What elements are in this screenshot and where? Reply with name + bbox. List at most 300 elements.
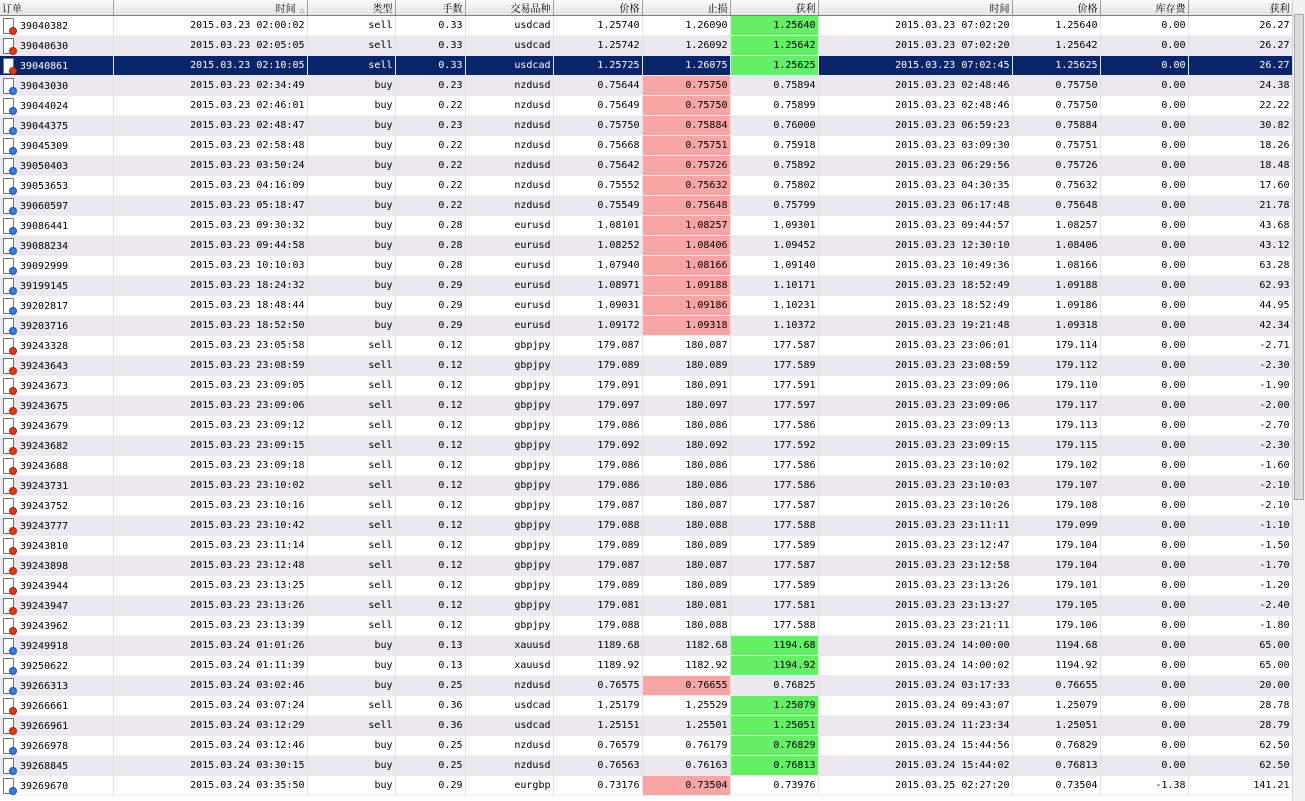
stop-loss-cell[interactable]: 1.25501	[642, 716, 730, 736]
open-time-cell[interactable]: 2015.03.23 09:44:58	[113, 236, 307, 256]
profit-cell[interactable]: -1.10	[1188, 516, 1292, 536]
profit-cell[interactable]: 62.93	[1188, 276, 1292, 296]
swap-cell[interactable]: 0.00	[1100, 756, 1188, 776]
stop-loss-cell[interactable]: 1.09188	[642, 276, 730, 296]
close-price-cell[interactable]: 179.104	[1012, 556, 1100, 576]
swap-cell[interactable]: 0.00	[1100, 156, 1188, 176]
lots-cell[interactable]: 0.22	[395, 136, 465, 156]
table-row[interactable]	[0, 76, 1292, 96]
symbol-cell[interactable]: eurusd	[465, 276, 553, 296]
price-cell[interactable]: 0.75644	[553, 76, 642, 96]
swap-cell[interactable]: 0.00	[1100, 76, 1188, 96]
take-profit-cell[interactable]: 0.76000	[730, 116, 818, 136]
stop-loss-cell[interactable]: 1182.92	[642, 656, 730, 676]
swap-cell[interactable]: 0.00	[1100, 316, 1188, 336]
price-cell[interactable]: 179.088	[553, 516, 642, 536]
take-profit-cell[interactable]: 0.75918	[730, 136, 818, 156]
order-cell[interactable]	[0, 396, 113, 416]
take-profit-cell[interactable]: 0.75799	[730, 196, 818, 216]
symbol-cell[interactable]: nzdusd	[465, 756, 553, 776]
type-cell[interactable]: sell	[307, 36, 395, 56]
order-cell[interactable]	[0, 596, 113, 616]
col-header-price[interactable]	[553, 0, 642, 16]
type-cell[interactable]: sell	[307, 576, 395, 596]
symbol-cell[interactable]: nzdusd	[465, 136, 553, 156]
symbol-cell[interactable]: nzdusd	[465, 96, 553, 116]
price-cell[interactable]: 179.088	[553, 616, 642, 636]
symbol-cell[interactable]: nzdusd	[465, 176, 553, 196]
lots-cell[interactable]: 0.25	[395, 676, 465, 696]
close-time-cell[interactable]: 2015.03.23 23:10:26	[818, 496, 1012, 516]
lots-cell[interactable]: 0.12	[395, 616, 465, 636]
swap-cell[interactable]: 0.00	[1100, 36, 1188, 56]
open-time-cell[interactable]: 2015.03.23 23:10:42	[113, 516, 307, 536]
close-time-cell[interactable]: 2015.03.23 19:21:48	[818, 316, 1012, 336]
table-row[interactable]	[0, 356, 1292, 376]
table-row[interactable]	[0, 256, 1292, 276]
table-row[interactable]	[0, 456, 1292, 476]
close-price-cell[interactable]: 179.112	[1012, 356, 1100, 376]
lots-cell[interactable]: 0.12	[395, 536, 465, 556]
take-profit-cell[interactable]: 177.588	[730, 516, 818, 536]
close-price-cell[interactable]: 0.75726	[1012, 156, 1100, 176]
open-time-cell[interactable]: 2015.03.23 23:12:48	[113, 556, 307, 576]
stop-loss-cell[interactable]: 1.26075	[642, 56, 730, 76]
order-cell[interactable]	[0, 156, 113, 176]
lots-cell[interactable]: 0.22	[395, 156, 465, 176]
take-profit-cell[interactable]: 0.76829	[730, 736, 818, 756]
symbol-cell[interactable]: gbpjpy	[465, 456, 553, 476]
swap-cell[interactable]: 0.00	[1100, 476, 1188, 496]
type-cell[interactable]: sell	[307, 436, 395, 456]
price-cell[interactable]: 179.097	[553, 396, 642, 416]
stop-loss-cell[interactable]: 0.75750	[642, 96, 730, 116]
swap-cell[interactable]: 0.00	[1100, 116, 1188, 136]
close-time-cell[interactable]: 2015.03.23 23:09:13	[818, 416, 1012, 436]
close-time-cell[interactable]: 2015.03.23 18:52:49	[818, 296, 1012, 316]
price-cell[interactable]: 179.089	[553, 536, 642, 556]
stop-loss-cell[interactable]: 1.25529	[642, 696, 730, 716]
lots-cell[interactable]: 0.25	[395, 756, 465, 776]
close-time-cell[interactable]: 2015.03.23 07:02:45	[818, 56, 1012, 76]
close-price-cell[interactable]: 179.117	[1012, 396, 1100, 416]
lots-cell[interactable]: 0.29	[395, 316, 465, 336]
close-price-cell[interactable]: 1.25625	[1012, 56, 1100, 76]
lots-cell[interactable]: 0.12	[395, 336, 465, 356]
table-row[interactable]	[0, 196, 1292, 216]
type-cell[interactable]: buy	[307, 676, 395, 696]
swap-cell[interactable]: 0.00	[1100, 356, 1188, 376]
table-row[interactable]	[0, 376, 1292, 396]
lots-cell[interactable]: 0.12	[395, 556, 465, 576]
take-profit-cell[interactable]: 1.25051	[730, 716, 818, 736]
symbol-cell[interactable]: nzdusd	[465, 736, 553, 756]
type-cell[interactable]: sell	[307, 496, 395, 516]
type-cell[interactable]: buy	[307, 276, 395, 296]
profit-cell[interactable]: 65.00	[1188, 636, 1292, 656]
symbol-cell[interactable]: eurusd	[465, 236, 553, 256]
take-profit-cell[interactable]: 177.587	[730, 556, 818, 576]
close-time-cell[interactable]: 2015.03.23 23:06:01	[818, 336, 1012, 356]
take-profit-cell[interactable]: 1.09301	[730, 216, 818, 236]
close-time-cell[interactable]: 2015.03.23 23:10:02	[818, 456, 1012, 476]
open-time-cell[interactable]: 2015.03.23 18:48:44	[113, 296, 307, 316]
symbol-cell[interactable]: nzdusd	[465, 76, 553, 96]
type-cell[interactable]: sell	[307, 556, 395, 576]
order-cell[interactable]	[0, 456, 113, 476]
type-cell[interactable]: sell	[307, 16, 395, 36]
open-time-cell[interactable]: 2015.03.23 09:30:32	[113, 216, 307, 236]
order-cell[interactable]	[0, 16, 113, 36]
stop-loss-cell[interactable]: 180.097	[642, 396, 730, 416]
lots-cell[interactable]: 0.25	[395, 736, 465, 756]
price-cell[interactable]: 1189.68	[553, 636, 642, 656]
open-time-cell[interactable]: 2015.03.24 03:35:50	[113, 776, 307, 796]
take-profit-cell[interactable]: 177.589	[730, 576, 818, 596]
order-cell[interactable]	[0, 556, 113, 576]
close-price-cell[interactable]: 0.76813	[1012, 756, 1100, 776]
lots-cell[interactable]: 0.22	[395, 176, 465, 196]
order-cell[interactable]	[0, 36, 113, 56]
close-price-cell[interactable]: 1.09188	[1012, 276, 1100, 296]
type-cell[interactable]: buy	[307, 156, 395, 176]
type-cell[interactable]: sell	[307, 716, 395, 736]
symbol-cell[interactable]: gbpjpy	[465, 516, 553, 536]
table-row[interactable]	[0, 136, 1292, 156]
symbol-cell[interactable]: usdcad	[465, 56, 553, 76]
close-time-cell[interactable]: 2015.03.23 23:09:15	[818, 436, 1012, 456]
close-price-cell[interactable]: 179.104	[1012, 536, 1100, 556]
type-cell[interactable]: buy	[307, 216, 395, 236]
open-time-cell[interactable]: 2015.03.23 02:10:05	[113, 56, 307, 76]
table-row[interactable]	[0, 756, 1292, 776]
profit-cell[interactable]: -2.30	[1188, 356, 1292, 376]
stop-loss-cell[interactable]: 180.087	[642, 336, 730, 356]
profit-cell[interactable]: -2.30	[1188, 436, 1292, 456]
table-row[interactable]	[0, 16, 1292, 36]
lots-cell[interactable]: 0.29	[395, 776, 465, 796]
profit-cell[interactable]: -2.71	[1188, 336, 1292, 356]
order-cell[interactable]	[0, 336, 113, 356]
take-profit-cell[interactable]: 1194.68	[730, 636, 818, 656]
lots-cell[interactable]: 0.36	[395, 696, 465, 716]
table-row[interactable]	[0, 96, 1292, 116]
close-time-cell[interactable]: 2015.03.23 23:09:06	[818, 396, 1012, 416]
close-time-cell[interactable]: 2015.03.23 23:13:26	[818, 576, 1012, 596]
price-cell[interactable]: 1.25725	[553, 56, 642, 76]
symbol-cell[interactable]: nzdusd	[465, 676, 553, 696]
stop-loss-cell[interactable]: 180.087	[642, 496, 730, 516]
type-cell[interactable]: buy	[307, 256, 395, 276]
stop-loss-cell[interactable]: 0.75750	[642, 76, 730, 96]
close-price-cell[interactable]: 179.102	[1012, 456, 1100, 476]
swap-cell[interactable]: 0.00	[1100, 56, 1188, 76]
order-cell[interactable]	[0, 416, 113, 436]
close-time-cell[interactable]: 2015.03.24 14:00:00	[818, 636, 1012, 656]
type-cell[interactable]: buy	[307, 656, 395, 676]
close-time-cell[interactable]: 2015.03.24 11:23:34	[818, 716, 1012, 736]
symbol-cell[interactable]: eurusd	[465, 296, 553, 316]
price-cell[interactable]: 0.75549	[553, 196, 642, 216]
close-price-cell[interactable]: 0.76655	[1012, 676, 1100, 696]
price-cell[interactable]: 179.087	[553, 556, 642, 576]
lots-cell[interactable]: 0.29	[395, 276, 465, 296]
take-profit-cell[interactable]: 1.09140	[730, 256, 818, 276]
lots-cell[interactable]: 0.12	[395, 416, 465, 436]
open-time-cell[interactable]: 2015.03.23 18:52:50	[113, 316, 307, 336]
order-cell[interactable]	[0, 276, 113, 296]
swap-cell[interactable]: 0.00	[1100, 136, 1188, 156]
col-header-profit[interactable]	[1188, 0, 1292, 16]
table-row[interactable]	[0, 276, 1292, 296]
close-time-cell[interactable]: 2015.03.23 12:30:10	[818, 236, 1012, 256]
stop-loss-cell[interactable]: 180.092	[642, 436, 730, 456]
open-time-cell[interactable]: 2015.03.23 23:09:12	[113, 416, 307, 436]
table-row[interactable]	[0, 216, 1292, 236]
price-cell[interactable]: 0.73176	[553, 776, 642, 796]
order-cell[interactable]	[0, 236, 113, 256]
symbol-cell[interactable]: nzdusd	[465, 156, 553, 176]
open-time-cell[interactable]: 2015.03.23 02:58:48	[113, 136, 307, 156]
col-header-take-profit[interactable]	[730, 0, 818, 16]
symbol-cell[interactable]: gbpjpy	[465, 436, 553, 456]
price-cell[interactable]: 1.09031	[553, 296, 642, 316]
stop-loss-cell[interactable]: 1.09186	[642, 296, 730, 316]
close-price-cell[interactable]: 0.75632	[1012, 176, 1100, 196]
profit-cell[interactable]: 63.28	[1188, 256, 1292, 276]
lots-cell[interactable]: 0.12	[395, 596, 465, 616]
swap-cell[interactable]: 0.00	[1100, 556, 1188, 576]
profit-cell[interactable]: 26.27	[1188, 16, 1292, 36]
profit-cell[interactable]: 18.26	[1188, 136, 1292, 156]
open-time-cell[interactable]: 2015.03.23 23:11:14	[113, 536, 307, 556]
close-time-cell[interactable]: 2015.03.23 23:10:03	[818, 476, 1012, 496]
take-profit-cell[interactable]: 177.597	[730, 396, 818, 416]
take-profit-cell[interactable]: 177.591	[730, 376, 818, 396]
open-time-cell[interactable]: 2015.03.24 03:12:46	[113, 736, 307, 756]
profit-cell[interactable]: 44.95	[1188, 296, 1292, 316]
close-price-cell[interactable]: 1.25051	[1012, 716, 1100, 736]
order-cell[interactable]	[0, 96, 113, 116]
stop-loss-cell[interactable]: 0.73504	[642, 776, 730, 796]
order-cell[interactable]	[0, 196, 113, 216]
profit-cell[interactable]: 18.48	[1188, 156, 1292, 176]
open-time-cell[interactable]: 2015.03.23 05:18:47	[113, 196, 307, 216]
profit-cell[interactable]: 24.38	[1188, 76, 1292, 96]
col-header-open-time[interactable]	[113, 0, 307, 16]
swap-cell[interactable]: 0.00	[1100, 276, 1188, 296]
lots-cell[interactable]: 0.12	[395, 356, 465, 376]
stop-loss-cell[interactable]: 0.76655	[642, 676, 730, 696]
col-header-swap[interactable]	[1100, 0, 1188, 16]
price-cell[interactable]: 1.08971	[553, 276, 642, 296]
close-time-cell[interactable]: 2015.03.23 23:08:59	[818, 356, 1012, 376]
order-cell[interactable]	[0, 676, 113, 696]
close-time-cell[interactable]: 2015.03.23 18:52:49	[818, 276, 1012, 296]
col-header-close-time[interactable]	[818, 0, 1012, 16]
take-profit-cell[interactable]: 177.586	[730, 476, 818, 496]
table-row[interactable]	[0, 416, 1292, 436]
price-cell[interactable]: 1.09172	[553, 316, 642, 336]
close-price-cell[interactable]: 1.08166	[1012, 256, 1100, 276]
col-header-order[interactable]	[0, 0, 113, 16]
col-header-close-price[interactable]	[1012, 0, 1100, 16]
table-row[interactable]	[0, 716, 1292, 736]
open-time-cell[interactable]: 2015.03.23 02:34:49	[113, 76, 307, 96]
lots-cell[interactable]: 0.12	[395, 436, 465, 456]
take-profit-cell[interactable]: 177.592	[730, 436, 818, 456]
type-cell[interactable]: buy	[307, 296, 395, 316]
profit-cell[interactable]: -2.40	[1188, 596, 1292, 616]
take-profit-cell[interactable]: 0.75899	[730, 96, 818, 116]
table-row[interactable]	[0, 336, 1292, 356]
close-time-cell[interactable]: 2015.03.23 23:09:06	[818, 376, 1012, 396]
lots-cell[interactable]: 0.22	[395, 196, 465, 216]
close-time-cell[interactable]: 2015.03.23 23:21:11	[818, 616, 1012, 636]
stop-loss-cell[interactable]: 180.086	[642, 416, 730, 436]
profit-cell[interactable]: -2.70	[1188, 416, 1292, 436]
symbol-cell[interactable]: gbpjpy	[465, 336, 553, 356]
take-profit-cell[interactable]: 0.76825	[730, 676, 818, 696]
type-cell[interactable]: buy	[307, 776, 395, 796]
take-profit-cell[interactable]: 1.25640	[730, 16, 818, 36]
symbol-cell[interactable]: gbpjpy	[465, 596, 553, 616]
type-cell[interactable]: sell	[307, 616, 395, 636]
take-profit-cell[interactable]: 177.586	[730, 456, 818, 476]
close-time-cell[interactable]: 2015.03.23 06:29:56	[818, 156, 1012, 176]
take-profit-cell[interactable]: 0.75802	[730, 176, 818, 196]
close-price-cell[interactable]: 179.108	[1012, 496, 1100, 516]
order-cell[interactable]	[0, 536, 113, 556]
col-header-symbol[interactable]	[465, 0, 553, 16]
profit-cell[interactable]: 30.82	[1188, 116, 1292, 136]
profit-cell[interactable]: 21.78	[1188, 196, 1292, 216]
col-header-stop-loss[interactable]	[642, 0, 730, 16]
table-row[interactable]	[0, 56, 1292, 76]
lots-cell[interactable]: 0.12	[395, 496, 465, 516]
profit-cell[interactable]: 62.50	[1188, 756, 1292, 776]
symbol-cell[interactable]: gbpjpy	[465, 376, 553, 396]
take-profit-cell[interactable]: 177.586	[730, 416, 818, 436]
close-time-cell[interactable]: 2015.03.23 06:59:23	[818, 116, 1012, 136]
close-price-cell[interactable]: 0.75750	[1012, 76, 1100, 96]
open-time-cell[interactable]: 2015.03.23 23:13:25	[113, 576, 307, 596]
symbol-cell[interactable]: eurusd	[465, 216, 553, 236]
profit-cell[interactable]: 42.34	[1188, 316, 1292, 336]
price-cell[interactable]: 0.75649	[553, 96, 642, 116]
open-time-cell[interactable]: 2015.03.24 03:02:46	[113, 676, 307, 696]
swap-cell[interactable]: -1.38	[1100, 776, 1188, 796]
close-price-cell[interactable]: 1.25642	[1012, 36, 1100, 56]
open-time-cell[interactable]: 2015.03.23 23:09:15	[113, 436, 307, 456]
close-price-cell[interactable]: 179.105	[1012, 596, 1100, 616]
close-time-cell[interactable]: 2015.03.23 07:02:20	[818, 16, 1012, 36]
lots-cell[interactable]: 0.22	[395, 96, 465, 116]
close-price-cell[interactable]: 1.25079	[1012, 696, 1100, 716]
take-profit-cell[interactable]: 177.588	[730, 616, 818, 636]
swap-cell[interactable]: 0.00	[1100, 456, 1188, 476]
swap-cell[interactable]: 0.00	[1100, 256, 1188, 276]
swap-cell[interactable]: 0.00	[1100, 676, 1188, 696]
table-row[interactable]	[0, 736, 1292, 756]
type-cell[interactable]: buy	[307, 196, 395, 216]
take-profit-cell[interactable]: 177.581	[730, 596, 818, 616]
take-profit-cell[interactable]: 1.09452	[730, 236, 818, 256]
price-cell[interactable]: 1.08101	[553, 216, 642, 236]
symbol-cell[interactable]: xauusd	[465, 636, 553, 656]
table-row[interactable]	[0, 536, 1292, 556]
open-time-cell[interactable]: 2015.03.23 02:48:47	[113, 116, 307, 136]
open-time-cell[interactable]: 2015.03.23 23:13:39	[113, 616, 307, 636]
profit-cell[interactable]: 20.00	[1188, 676, 1292, 696]
symbol-cell[interactable]: usdcad	[465, 696, 553, 716]
open-time-cell[interactable]: 2015.03.23 23:09:18	[113, 456, 307, 476]
close-price-cell[interactable]: 0.75884	[1012, 116, 1100, 136]
close-price-cell[interactable]: 0.75751	[1012, 136, 1100, 156]
price-cell[interactable]: 1.08252	[553, 236, 642, 256]
order-cell[interactable]	[0, 476, 113, 496]
lots-cell[interactable]: 0.28	[395, 256, 465, 276]
stop-loss-cell[interactable]: 1.08406	[642, 236, 730, 256]
open-time-cell[interactable]: 2015.03.23 23:10:02	[113, 476, 307, 496]
open-time-cell[interactable]: 2015.03.24 01:01:26	[113, 636, 307, 656]
lots-cell[interactable]: 0.12	[395, 476, 465, 496]
order-cell[interactable]	[0, 296, 113, 316]
close-time-cell[interactable]: 2015.03.25 02:27:20	[818, 776, 1012, 796]
close-price-cell[interactable]: 1.09186	[1012, 296, 1100, 316]
close-time-cell[interactable]: 2015.03.23 02:48:46	[818, 76, 1012, 96]
col-header-type[interactable]	[307, 0, 395, 16]
swap-cell[interactable]: 0.00	[1100, 536, 1188, 556]
open-time-cell[interactable]: 2015.03.23 23:09:06	[113, 396, 307, 416]
stop-loss-cell[interactable]: 180.089	[642, 576, 730, 596]
profit-cell[interactable]: -1.90	[1188, 376, 1292, 396]
stop-loss-cell[interactable]: 1182.68	[642, 636, 730, 656]
lots-cell[interactable]: 0.12	[395, 376, 465, 396]
stop-loss-cell[interactable]: 0.75632	[642, 176, 730, 196]
type-cell[interactable]: sell	[307, 356, 395, 376]
profit-cell[interactable]: 17.60	[1188, 176, 1292, 196]
stop-loss-cell[interactable]: 180.086	[642, 456, 730, 476]
order-cell[interactable]	[0, 616, 113, 636]
open-time-cell[interactable]: 2015.03.23 03:50:24	[113, 156, 307, 176]
stop-loss-cell[interactable]: 180.091	[642, 376, 730, 396]
table-row[interactable]	[0, 636, 1292, 656]
price-cell[interactable]: 179.089	[553, 576, 642, 596]
stop-loss-cell[interactable]: 180.089	[642, 356, 730, 376]
table-row[interactable]	[0, 476, 1292, 496]
lots-cell[interactable]: 0.33	[395, 36, 465, 56]
lots-cell[interactable]: 0.13	[395, 636, 465, 656]
price-cell[interactable]: 179.089	[553, 356, 642, 376]
close-time-cell[interactable]: 2015.03.23 23:12:58	[818, 556, 1012, 576]
swap-cell[interactable]: 0.00	[1100, 436, 1188, 456]
profit-cell[interactable]: -2.00	[1188, 396, 1292, 416]
price-cell[interactable]: 0.75750	[553, 116, 642, 136]
col-header-lots[interactable]	[395, 0, 465, 16]
close-time-cell[interactable]: 2015.03.24 03:17:33	[818, 676, 1012, 696]
order-cell[interactable]	[0, 696, 113, 716]
stop-loss-cell[interactable]: 0.75648	[642, 196, 730, 216]
table-row[interactable]	[0, 676, 1292, 696]
type-cell[interactable]: buy	[307, 176, 395, 196]
stop-loss-cell[interactable]: 1.09318	[642, 316, 730, 336]
profit-cell[interactable]: 22.22	[1188, 96, 1292, 116]
table-row[interactable]	[0, 616, 1292, 636]
price-cell[interactable]: 1.25740	[553, 16, 642, 36]
type-cell[interactable]: sell	[307, 456, 395, 476]
price-cell[interactable]: 179.091	[553, 376, 642, 396]
